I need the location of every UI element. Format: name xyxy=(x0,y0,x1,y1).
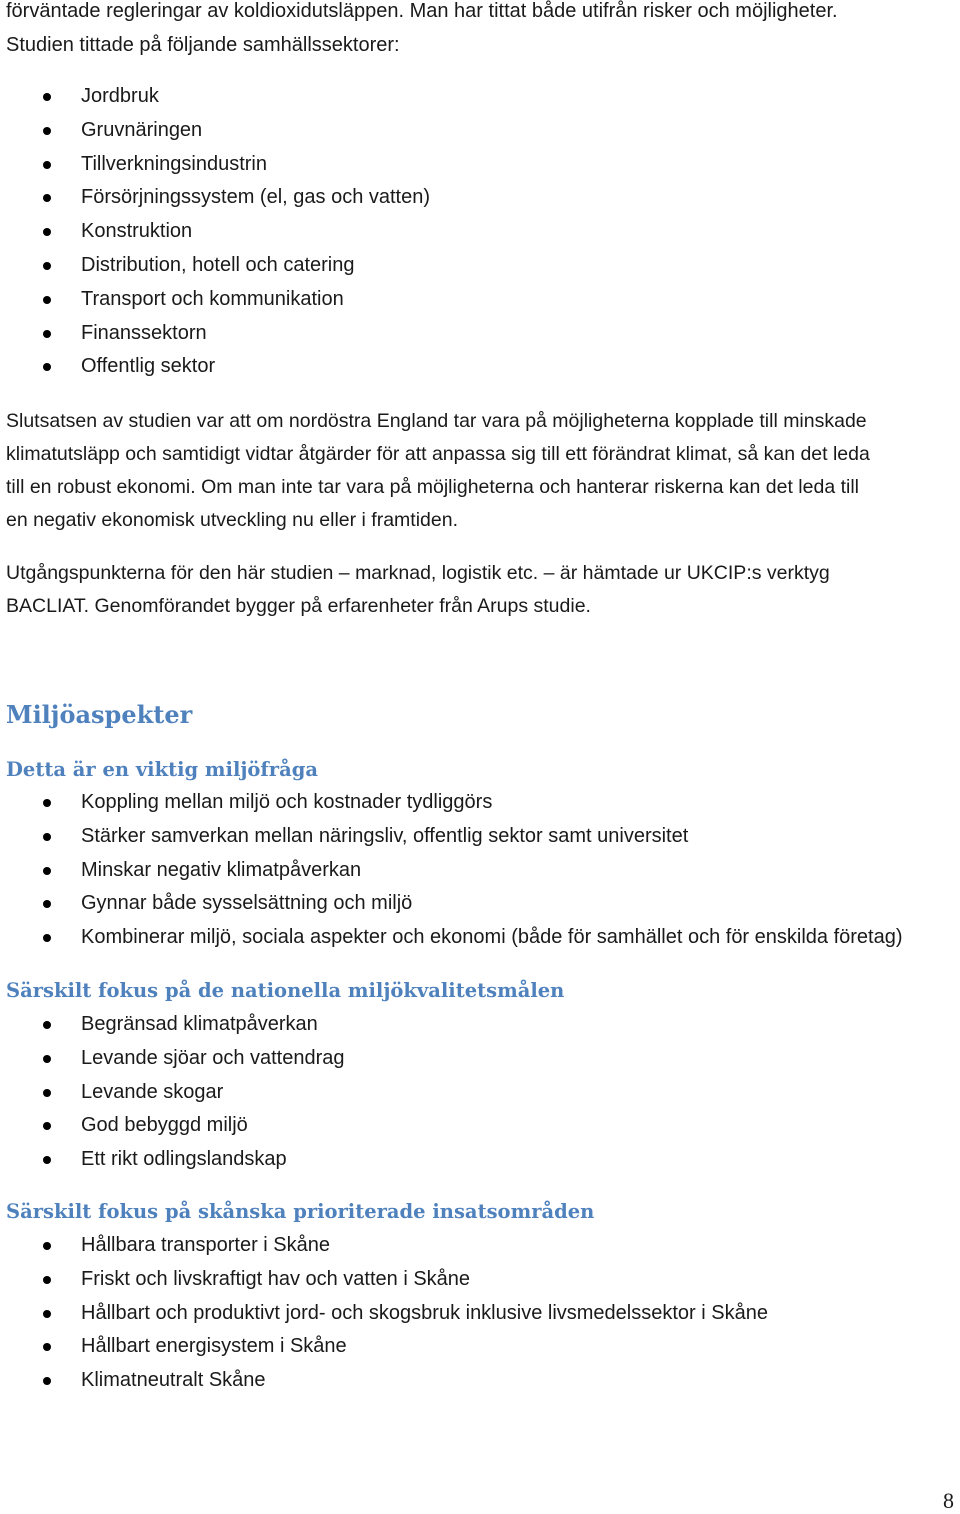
list-item: Försörjningssystem (el, gas och vatten) xyxy=(0,181,430,215)
list-item: Konstruktion xyxy=(0,215,430,249)
list-item: Kombinerar miljö, sociala aspekter och ekonomi (både för samhället och för enskilda företag) xyxy=(0,921,903,955)
conclusion-line-3: till en robust ekonomi. Om man inte tar vara på möjligheterna och hanterar riskerna kan det leda till xyxy=(6,476,860,498)
list-item: Friskt och livskraftigt hav och vatten i Skåne xyxy=(0,1263,768,1297)
conclusion-line-4: en negativ ekonomisk utveckling nu eller i framtiden. xyxy=(6,509,458,531)
list-item: Levande sjöar och vattendrag xyxy=(0,1042,345,1076)
bullet-icon xyxy=(43,1276,51,1284)
subheading-important: Detta är en viktig miljöfråga xyxy=(6,758,318,781)
page-number: 8 xyxy=(943,1488,954,1513)
bullet-icon xyxy=(43,296,51,304)
bullet-icon xyxy=(43,867,51,875)
list-item: Klimatneutralt Skåne xyxy=(0,1364,768,1398)
bullet-icon xyxy=(43,1055,51,1063)
list-item: Hållbara transporter i Skåne xyxy=(0,1229,768,1263)
important-list xyxy=(0,786,903,955)
bullet-icon xyxy=(43,900,51,908)
starting-points-line-1: Utgångspunkterna för den här studien – marknad, logistik etc. – är hämtade ur UKCIP:s verktyg xyxy=(6,562,830,584)
bullet-icon xyxy=(43,833,51,841)
sector-list xyxy=(0,80,430,384)
starting-points-line-2: BACLIAT. Genomförandet bygger på erfarenheter från Arups studie. xyxy=(6,595,591,617)
list-item: Gynnar både sysselsättning och miljö xyxy=(0,887,903,921)
list-item: Minskar negativ klimatpåverkan xyxy=(0,854,903,888)
bullet-icon xyxy=(43,1021,51,1029)
bullet-icon xyxy=(43,363,51,371)
list-item: Koppling mellan miljö och kostnader tydliggörs xyxy=(0,786,903,820)
list-item: Hållbart energisystem i Skåne xyxy=(0,1330,768,1364)
national-list xyxy=(0,1008,345,1177)
bullet-icon xyxy=(43,330,51,338)
skane-list xyxy=(0,1229,768,1398)
list-item: Distribution, hotell och catering xyxy=(0,249,430,283)
bullet-icon xyxy=(43,799,51,807)
intro-line-1: förväntade regleringar av koldioxidutsläppen. Man har tittat både utifrån risker och möjligheter. xyxy=(6,0,838,22)
list-item: God bebyggd miljö xyxy=(0,1109,345,1143)
bullet-icon xyxy=(43,161,51,169)
conclusion-line-1: Slutsatsen av studien var att om nordöstra England tar vara på möjligheterna kopplade till minskade xyxy=(6,410,867,432)
list-item: Levande skogar xyxy=(0,1076,345,1110)
list-item: Jordbruk xyxy=(0,80,430,114)
list-item: Ett rikt odlingslandskap xyxy=(0,1143,345,1177)
list-item: Begränsad klimatpåverkan xyxy=(0,1008,345,1042)
list-item: Transport och kommunikation xyxy=(0,283,430,317)
bullet-icon xyxy=(43,194,51,202)
list-item: Hållbart och produktivt jord- och skogsbruk inklusive livsmedelssektor i Skåne xyxy=(0,1297,768,1331)
list-item: Offentlig sektor xyxy=(0,350,430,384)
subheading-national: Särskilt fokus på de nationella miljökvalitetsmålen xyxy=(6,979,565,1002)
list-item: Finanssektorn xyxy=(0,317,430,351)
list-item: Tillverkningsindustrin xyxy=(0,148,430,182)
bullet-icon xyxy=(43,127,51,135)
bullet-icon xyxy=(43,1089,51,1097)
section-heading: Miljöaspekter xyxy=(6,700,193,729)
bullet-icon xyxy=(43,934,51,942)
subheading-skane: Särskilt fokus på skånska prioriterade insatsområden xyxy=(6,1200,595,1223)
bullet-icon xyxy=(43,1122,51,1130)
bullet-icon xyxy=(43,262,51,270)
bullet-icon xyxy=(43,228,51,236)
list-item: Gruvnäringen xyxy=(0,114,430,148)
bullet-icon xyxy=(43,1377,51,1385)
intro-line-2: Studien tittade på följande samhällssektorer: xyxy=(6,34,400,56)
conclusion-line-2: klimatutsläpp och samtidigt vidtar åtgärder för att anpassa sig till ett förändrat klimat, så kan det leda xyxy=(6,443,870,465)
bullet-icon xyxy=(43,93,51,101)
bullet-icon xyxy=(43,1343,51,1351)
bullet-icon xyxy=(43,1310,51,1318)
list-item: Stärker samverkan mellan näringsliv, offentlig sektor samt universitet xyxy=(0,820,903,854)
bullet-icon xyxy=(43,1242,51,1250)
bullet-icon xyxy=(43,1156,51,1164)
